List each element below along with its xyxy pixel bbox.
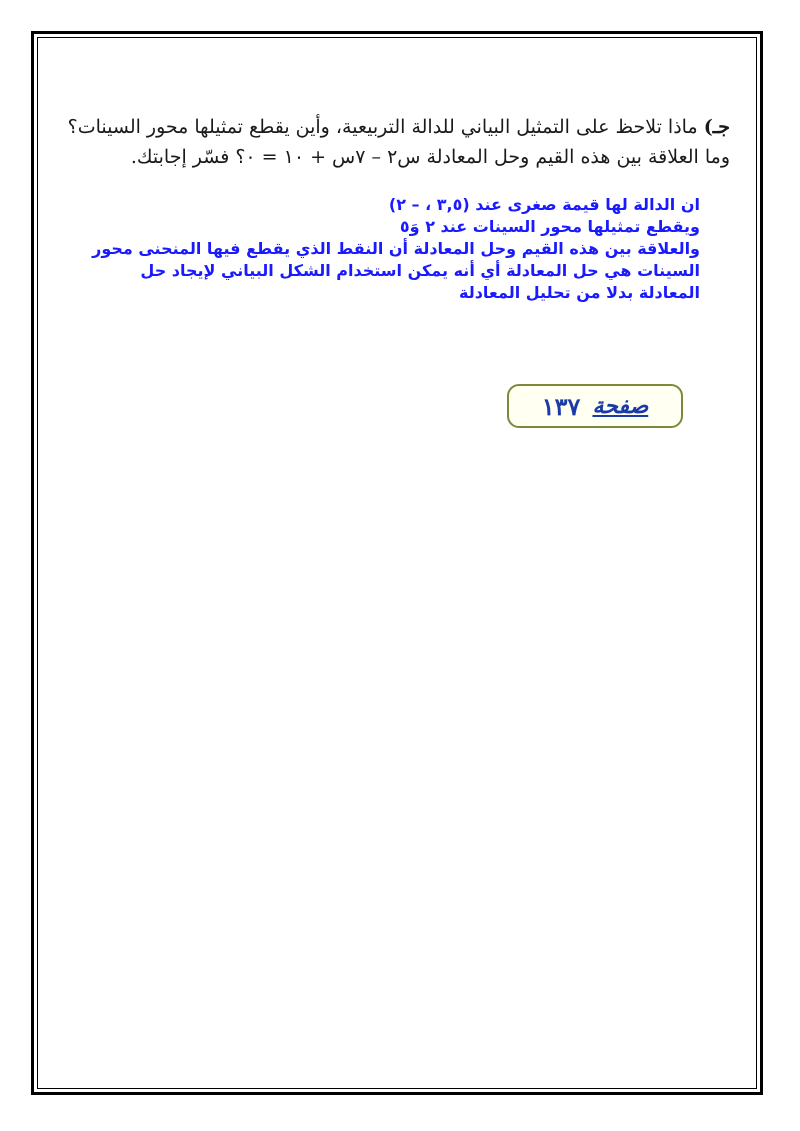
- answer-text: [92, 194, 700, 304]
- page-label: صفحة: [592, 393, 649, 419]
- question-line-1-text: ماذا تلاحظ على التمثيل البياني للدالة التربيعية، وأين يقطع تمثيلها محور السينات؟: [67, 116, 698, 138]
- answer-line-5: المعادلة بدلا من تحليل المعادلة: [459, 283, 700, 302]
- question-text: [50, 112, 730, 172]
- question-line-2: وما العلاقة بين هذه القيم وحل المعادلة س٢ – ٧س + ١٠ = ٠؟ فسّر إجابتك.: [130, 146, 730, 168]
- answer-line-3: والعلاقة بين هذه القيم وحل المعادلة أن النقط الذي يقطع فيها المنحنى محور: [92, 239, 700, 258]
- question-line-1: [50, 112, 730, 142]
- answer-line-1: ان الدالة لها قيمة صغرى عند (٣,٥ ، – ٢): [388, 195, 700, 214]
- answer-line-2: ويقطع تمثيلها محور السينات عند ٢ وَ٥: [399, 217, 700, 236]
- page-number-badge: [507, 384, 683, 428]
- page-number: ١٣٧: [541, 391, 581, 421]
- answer-line-4: السينات هي حل المعادلة أي أنه يمكن استخدام الشكل البياني لإيجاد حل: [140, 261, 700, 280]
- question-label: جـ): [703, 116, 730, 138]
